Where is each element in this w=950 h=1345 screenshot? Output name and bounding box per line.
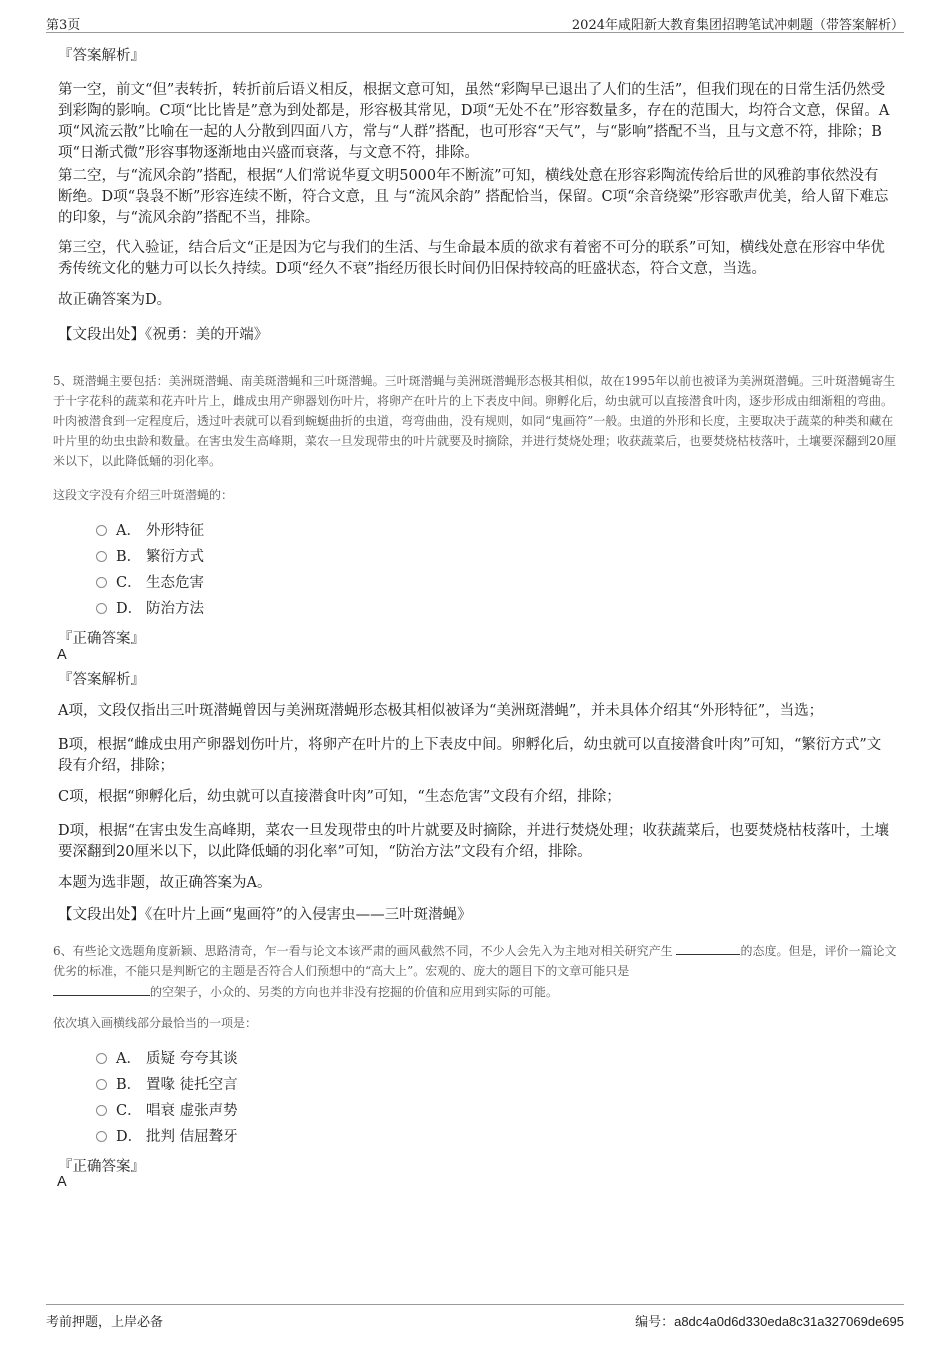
q5-analysis-d: D项，根据“在害虫发生高峰期，菜农一旦发现带虫的叶片就要及时摘除，并进行焚烧处理；收获蔬菜后，也要焚烧枯枝落叶，土壤要深翻到20厘米以下，以此降低蛹的羽化率”可知，“防治方法”文段有介绍，排除。 xyxy=(58,823,890,860)
q4-analysis-p2: 第二空，与“流风余韵”搭配，根据“人们常说华夏文明5000年不断流”可知，横线处意在形容彩陶流传给后世的风雅韵事依然没有断绝。D项“袅袅不断”形容连续不断，符合文意，且 与“流风余韵” 搭配恰当，保留。C项“余音绕梁”形容歌声优美，给人留下难忘的印象，与“流风余韵”搭配不当，排除。 xyxy=(58,168,889,226)
radio-icon[interactable] xyxy=(96,603,107,614)
q6-answer: A xyxy=(57,1174,67,1190)
page-footer xyxy=(46,1304,904,1330)
q4-analysis-label: 『答案解析』 xyxy=(58,48,145,64)
q4-analysis-p3: 第三空，代入验证，结合后文“正是因为它与我们的生活、与生命最本质的欲求有着密不可分的联系”可知，横线处意在形容中华优秀传统文化的魅力可以长久持续。D项“经久不衰”指经历很长时间仍旧保持较高的旺盛状态，符合文意，当选。 xyxy=(58,240,885,277)
q5-option-b[interactable]: B． 繁衍方式 xyxy=(96,546,204,568)
q5-source: 【文段出处】《在叶片上画“鬼画符”的入侵害虫——三叶斑潜蝇》 xyxy=(58,907,472,923)
radio-icon[interactable] xyxy=(96,551,107,562)
q5-analysis-label: 『答案解析』 xyxy=(58,672,145,688)
radio-icon[interactable] xyxy=(96,1131,107,1142)
page-header xyxy=(46,12,904,33)
q6-stem: 依次填入画横线部分最恰当的一项是： xyxy=(53,1016,258,1030)
radio-icon[interactable] xyxy=(96,1105,107,1116)
radio-icon[interactable] xyxy=(96,1053,107,1064)
q6-option-d[interactable]: D． 批判 佶屈聱牙 xyxy=(96,1126,238,1148)
q5-answer: A xyxy=(57,647,67,663)
q5-option-d[interactable]: D． 防治方法 xyxy=(96,598,204,620)
q6-option-b[interactable]: B． 置喙 徒托空言 xyxy=(96,1074,238,1096)
document-code: 编号：a8dc4a0d6d330eda8c31a327069de695 xyxy=(635,1314,904,1330)
q5-analysis-a: A项，文段仅指出三叶斑潜蝇曾因与美洲斑潜蝇形态极其相似被译为“美洲斑潜蝇”，并未具体介绍其“外形特征”，当选； xyxy=(58,703,824,719)
radio-icon[interactable] xyxy=(96,577,107,588)
footer-slogan: 考前押题，上岸必备 xyxy=(46,1315,164,1330)
q6-option-c[interactable]: C． 唱衰 虚张声势 xyxy=(96,1100,238,1122)
page-number: 第3页 xyxy=(46,18,81,33)
radio-icon[interactable] xyxy=(96,525,107,536)
q5-passage: 5、斑潜蝇主要包括：美洲斑潜蝇、南美斑潜蝇和三叶斑潜蝇。三叶斑潜蝇与美洲斑潜蝇形态极其相似，故在1995年以前也被译为美洲斑潜蝇。三叶斑潜蝇寄生于十字花科的蔬菜和花卉叶片上，雌成虫用产卵器划伤叶片，将卵产在叶片的上下表皮中间。卵孵化后，幼虫就可以直接潜食叶肉，逐步形成由细渐粗的弯曲。叶肉被潜食到一定程度后，透过叶表就可以看到蜿蜒曲折的虫道，弯弯曲曲，没有规则，如同“鬼画符”一般。虫道的外形和长度，主要取决于蔬菜的种类和藏在叶片里的幼虫虫龄和数量。在害虫发生高峰期，菜农一旦发现带虫的叶片就要及时摘除，并进行焚烧处理；收获蔬菜后，也要焚烧枯枝落叶，土壤要深翻到20厘米以下，以此降低蛹的羽化率。 xyxy=(53,374,897,468)
q4-answer-line: 故正确答案为D。 xyxy=(58,292,172,308)
fill-blank-2[interactable] xyxy=(53,981,150,996)
q5-analysis-b: B项，根据“雌成虫用产卵器划伤叶片，将卵产在叶片的上下表皮中间。卵孵化后，幼虫就可以直接潜食叶肉”可知，“繁衍方式”文段有介绍，排除； xyxy=(58,737,882,774)
q5-answer-line: 本题为选非题，故正确答案为A。 xyxy=(58,875,272,891)
q6-option-a[interactable]: A． 质疑 夸夸其谈 xyxy=(96,1048,238,1070)
fill-blank-1[interactable] xyxy=(676,940,740,955)
q5-answer-label: 『正确答案』 xyxy=(58,631,145,647)
q4-analysis-p1: 第一空，前文“但”表转折，转折前后语义相反，根据文意可知，虽然“彩陶早已退出了人们的生活”，但我们现在的日常生活仍然受到彩陶的影响。C项“比比皆是”意为到处都是，形容极其常见，D项“无处不在”形容数量多，存在的范围大，均符合文意，保留。A项“风流云散”比喻在一起的人分散到四面八方，常与“人群”搭配，也可形容“天气”，与“影响”搭配不当，且与文意不符，排除；B项“日渐式微”形容事物逐渐地由兴盛而衰落，与文意不符，排除。 xyxy=(58,82,890,161)
q5-analysis-c: C项，根据“卵孵化后，幼虫就可以直接潜食叶肉”可知，“生态危害”文段有介绍，排除； xyxy=(58,789,621,805)
document-title: 2024年咸阳新大教育集团招聘笔试冲刺题（带答案解析） xyxy=(571,18,904,33)
q5-stem: 这段文字没有介绍三叶斑潜蝇的： xyxy=(53,488,234,502)
q5-option-a[interactable]: A． 外形特征 xyxy=(96,520,204,542)
q6-passage: 6、有些论文选题角度新颖、思路清奇，乍一看与论文本该严肃的画风截然不同，不少人会先入为主地对相关研究产生 的态度。但是，评价一篇论文优劣的标准，不能只是判断它的主题是否符合人们预想中的“高大上”。宏观的、庞大的题目下的文章可能只是 的空架子，小众的、另类的方向也并非没有挖掘的价值和应用到实际的可能。 xyxy=(53,940,898,1002)
q6-answer-label: 『正确答案』 xyxy=(58,1159,145,1175)
radio-icon[interactable] xyxy=(96,1079,107,1090)
q4-source: 【文段出处】《祝勇：美的开端》 xyxy=(58,327,269,343)
q5-option-c[interactable]: C． 生态危害 xyxy=(96,572,204,594)
